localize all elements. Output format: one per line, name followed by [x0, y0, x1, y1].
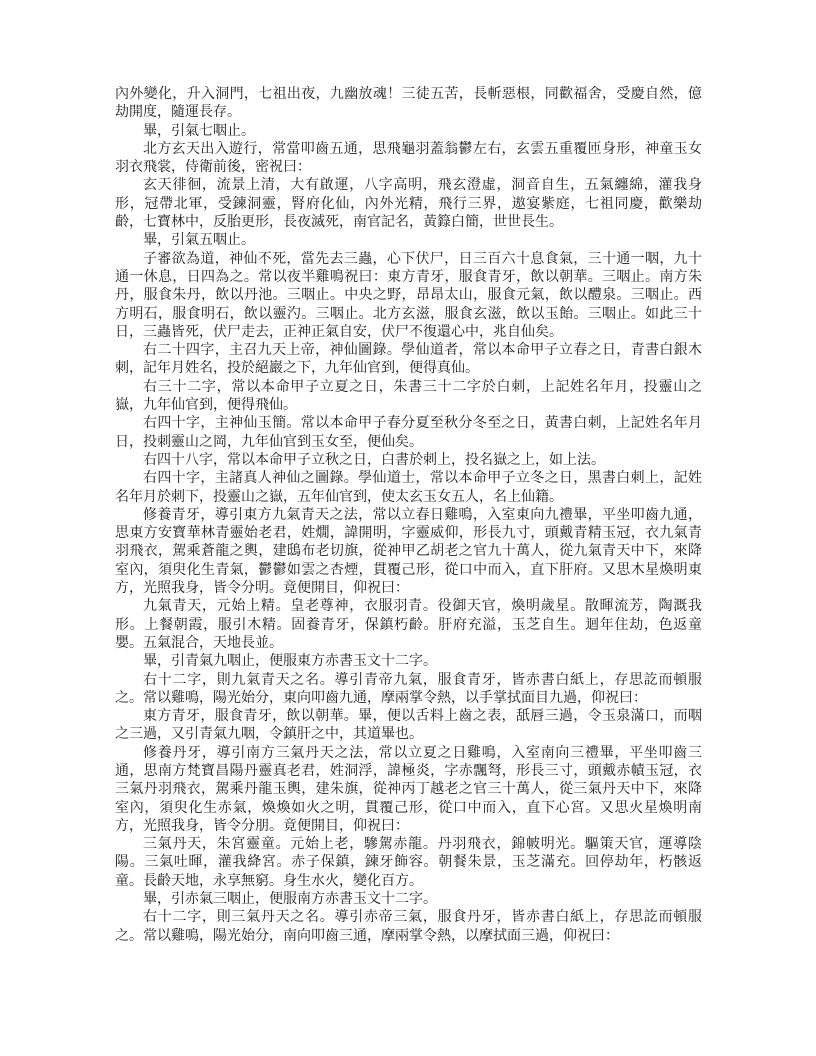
paragraph: 九氣青天，元始上精。皇老尊神，衣服羽青。役御天官，煥明歲星。散暉流芳，陶溉我形。上餐朝霞，服引木精。固養青牙，保鎮朽齡。肝府充溢，玉芝自生。迴年住劫，色返童嬰。五氣混合，天地長並。	[115, 599, 702, 651]
document-text-block	[115, 86, 702, 946]
paragraph: 右十二字，則三氣丹天之名。導引赤帝三氣，服食丹牙，皆赤書白紙上，存思訖而頓服之。常以雞鳴，陽光始分，南向叩齒三通，摩兩掌令熱，以摩拭面三過，仰祝曰：	[115, 910, 702, 944]
paragraph: 玄天徘徊，流景上清，大有啟運，八字高明，飛玄澄虛，洞音自生，五氣纏綿，灌我身形，冠帶北軍，受鍊洞靈，腎府化仙，內外光精，飛行三界，遨宴紫庭，七祖同慶，歡樂劫齡，七寶林中，反胎更形，長夜滅死，南官記名，黃籙白簡，世世長生。	[115, 178, 702, 231]
paragraph: 修養丹牙，導引南方三氣丹天之法，常以立夏之日雞鳴，入室南向三禮畢，平坐叩齒三通，思南方梵寶昌陽丹靈真老君，姓洞浮，諱極炎，字赤飄弩，形長三寸，頭戴赤幘玉冠，衣三氣丹羽飛衣，駕乘丹龍玉輿，建朱旗，從神丙丁越老之官三十萬人，從三氣丹天中下，來降室內，須臾化生赤氣，煥煥如火之明，貫覆己形，從口中而入，直下心宮。又思火星煥明南方，光照我身，皆令分朋。竟便開目，仰祝曰：	[115, 745, 702, 834]
paragraph: 修養青牙，導引東方九氣青天之法，常以立春日雞鳴，入室東向九禮畢，平坐叩齒九通，思東方安寶華林青靈始老君，姓燗，諱開明，字靈威仰，形長九寸，頭戴青精玉冠，衣九氣青羽飛衣，駕乘蒼龍之輿，建鴟布老切旗，從神甲乙胡老之官九十萬人，從九氣青天中下，來降室內，須臾化生青氣，鬱鬱如雲之杏煙，貫覆己形，從口中而入，直下肝府。又思木星煥明東方，光照我身，皆令分明。竟便開目，仰祝曰：	[115, 507, 702, 597]
paragraph: 右四十字，主神仙玉簡。常以本命甲子春分夏至秋分冬至之日，黃書白刺，上記姓名年月日，投刺靈山之岡，九年仙官到玉女至，便仙矣。	[115, 416, 702, 450]
paragraph: 東方青牙，服食青牙，飲以朝華。畢，便以舌料上齒之表，舐唇三過，令玉泉滿口，而咽之三過，又引青氣九咽，令鎮肝之中，其道畢也。	[115, 709, 702, 743]
paragraph: 子審欲為道，神仙不死，當先去三蟲，心下伏尸，日三百六十息食氣，三十通一咽，九十通一休息，日四為之。常以夜半雞鳴祝曰：東方青牙，服食青牙，飲以朝華。三咽止。南方朱丹，服食朱丹，飲以丹池。三咽止。中央之野，昂昂太山，服食元氣，飲以醴泉。三咽止。西方明石，服食明石，飲以靈汋。三咽止。北方玄滋，服食玄滋，飲以玉飴。三咽止。如此三十日，三蟲皆死，伏尸走去，正神正氣自安，伏尸不復還心中，兆自仙矣。	[115, 251, 702, 340]
paragraph: 右二十四字，主召九天上帝，神仙圖錄。學仙道者，常以本命甲子立春之日，青書白銀木刺，記年月姓名，投於絕巖之下，九年仙官到，便得真仙。	[115, 343, 702, 377]
paragraph: 畢，引青氣九咽止，便服東方赤書玉文十二字。	[143, 654, 437, 670]
paragraph: 三氣丹天，朱宮靈童。元始上老，驂駕赤龍。丹羽飛衣，錦帔明光。驅策天官，運導陰陽。三氣吐暉，灌我絳宮。赤子保鎮，鍊牙飾容。朝餐朱景，玉芝滿充。回停劫年，朽骸返童。長齡天地，永享無窮。身生水火，變化百方。	[115, 837, 702, 889]
paragraph: 畢，引氣七咽止。	[143, 123, 255, 139]
paragraph: 右四十八字，常以本命甲子立秋之日，白書於刺上，投名嶽之上，如上法。	[143, 452, 605, 468]
paragraph: 北方玄天出入遊行，常當叩齒五通，思飛龜羽蓋翁鬱左右，玄雲五重覆匝身形，神童玉女羽衣飛裳，侍衛前後，密祝曰：	[115, 141, 702, 176]
paragraph: 內外變化，升入洞門，七祖出夜，九幽放魂！三徒五苦，長斬惡根，同歡福舍，受慶自然，億劫開度，隨運長存。	[115, 87, 702, 121]
paragraph: 右四十字，主諸真人神仙之圖錄。學仙道士，常以本命甲子立冬之日，黑書白刺上，記姓名年月於刺下，投靈山之嶽，五年仙官到，使太玄玉女五人，名上仙籍。	[115, 471, 702, 505]
paragraph: 右十二字，則九氣青天之名。導引青帝九氣，服食青牙，皆赤書白紙上，存思訖而頓服之。常以雞鳴，陽光始分，東向叩齒九通，摩兩掌令熱，以手掌拭面目九過，仰祝曰：	[115, 672, 702, 706]
paragraph: 畢，引赤氣三咽止，便服南方赤書玉文十二字。	[143, 892, 437, 908]
paragraph: 右三十二字，常以本命甲子立夏之日，朱書三十二字於白刺，上記姓名年月，投靈山之嶽，九年仙官到，便得飛仙。	[115, 379, 702, 414]
paragraph: 畢，引氣五咽止。	[143, 233, 255, 249]
